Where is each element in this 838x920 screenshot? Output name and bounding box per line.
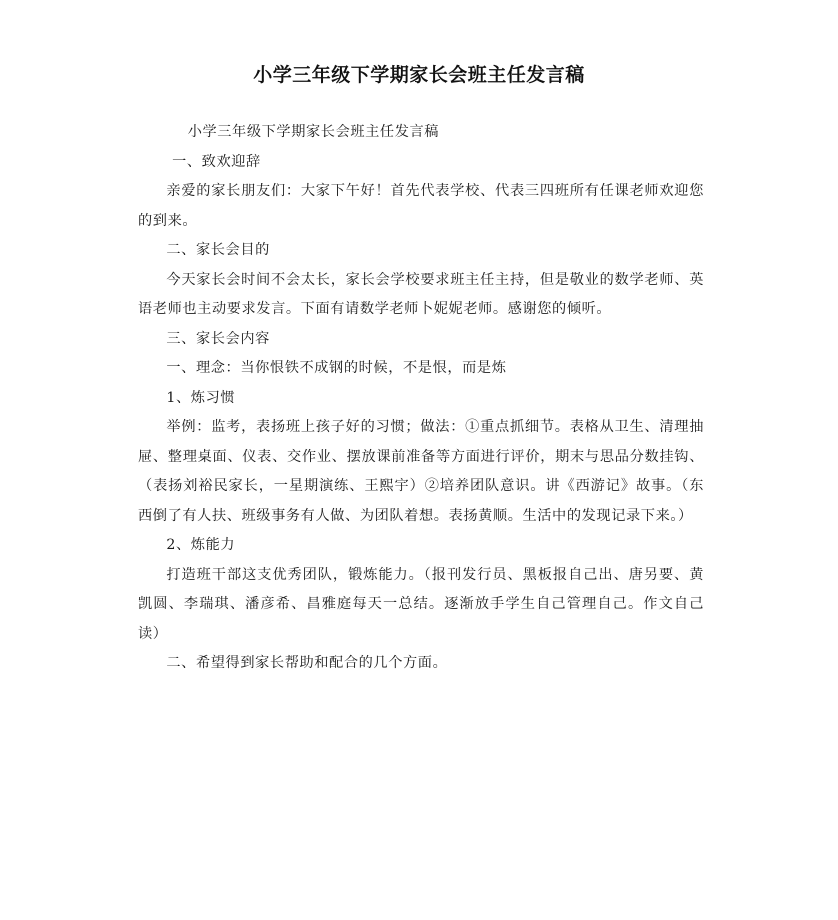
subheading-ability: 2、炼能力 <box>166 537 236 553</box>
paragraph-habits: 举例：监考，表扬班上孩子好的习惯；做法：①重点抓细节。表格从卫生、清理抽屉、整理桌面、仪表、交作业、摆放课前准备等方面进行评价，期末与思品分数挂钩、（表扬刘裕民家长，一星期演练、王熙宇）②培养团队意识。讲《西游记》故事。（东西倒了有人扶、班级事务有人做、为团队着想。表扬黄顺。生活中的发现记录下来。） <box>138 419 704 524</box>
paragraph-philosophy: 一、理念：当你恨铁不成钢的时候，不是恨，而是炼 <box>166 360 507 376</box>
section-heading-purpose: 二、家长会目的 <box>166 242 270 258</box>
paragraph-purpose: 今天家长会时间不会太长，家长会学校要求班主任主持，但是敬业的数学老师、英语老师也主动要求发言。下面有请数学老师卜妮妮老师。感谢您的倾听。 <box>138 271 704 317</box>
document-title: 小学三年级下学期家长会班主任发言稿 <box>253 64 585 86</box>
subtitle-paragraph: 小学三年级下学期家长会班主任发言稿 <box>187 124 440 140</box>
paragraph-welcome: 亲爱的家长朋友们：大家下午好！首先代表学校、代表三四班所有任课老师欢迎您的到来。 <box>138 183 704 229</box>
subheading-habits: 1、炼习惯 <box>166 389 236 406</box>
section-heading-content: 三、家长会内容 <box>166 330 270 347</box>
paragraph-ability: 打造班干部这支优秀团队，锻炼能力。（报刊发行员、黑板报自己出、唐另要、黄凯圆、李瑞琪、潘彦希、昌雅庭每天一总结。逐渐放手学生自己管理自己。作文自己读） <box>138 566 704 642</box>
document-body <box>138 118 704 679</box>
section-heading-welcome: 一、致欢迎辞 <box>172 153 261 170</box>
paragraph-parent-support: 二、希望得到家长帮助和配合的几个方面。 <box>166 655 448 671</box>
